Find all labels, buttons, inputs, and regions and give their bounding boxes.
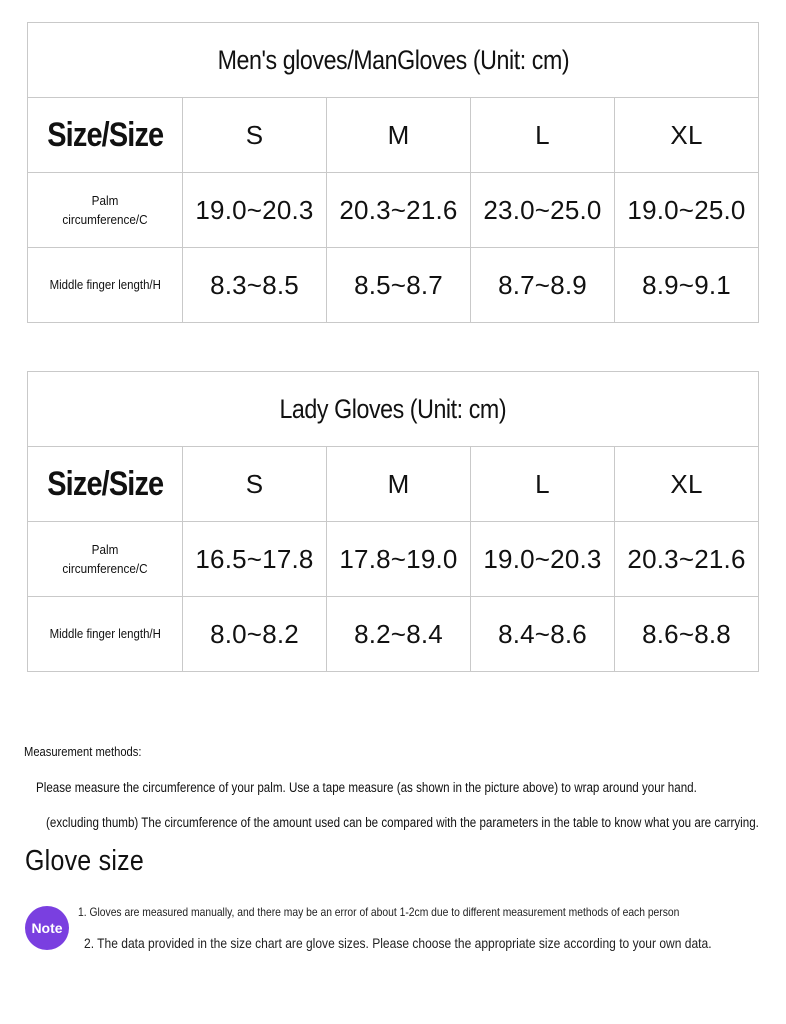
note-badge-label: Note bbox=[31, 920, 63, 936]
finger-value: 8.4~8.6 bbox=[498, 618, 587, 649]
palm-value: 16.5~17.8 bbox=[195, 543, 314, 574]
finger-value: 8.3~8.5 bbox=[210, 269, 299, 300]
lady-size-table bbox=[27, 371, 759, 672]
palm-value: 19.0~25.0 bbox=[627, 194, 746, 225]
palm-value: 20.3~21.6 bbox=[339, 194, 458, 225]
men-palm-label-cell bbox=[28, 173, 183, 248]
lady-palm-label-cell bbox=[28, 522, 183, 597]
men-finger-m bbox=[327, 248, 471, 323]
men-size-table bbox=[27, 22, 759, 323]
palm-value: 19.0~20.3 bbox=[195, 194, 314, 225]
palm-value: 17.8~19.0 bbox=[339, 543, 458, 574]
size-label: S bbox=[245, 468, 264, 499]
men-size-s bbox=[183, 98, 327, 173]
men-finger-s bbox=[183, 248, 327, 323]
finger-value: 8.0~8.2 bbox=[210, 618, 299, 649]
palm-value: 19.0~20.3 bbox=[483, 543, 602, 574]
men-table-title-cell bbox=[28, 23, 759, 98]
size-label: M bbox=[387, 119, 410, 150]
lady-size-xl bbox=[615, 447, 759, 522]
men-size-m bbox=[327, 98, 471, 173]
men-finger-label: Middle finger length/H bbox=[49, 277, 161, 292]
men-palm-l bbox=[471, 173, 615, 248]
lady-finger-m bbox=[327, 597, 471, 672]
men-table-title: Men's gloves/ManGloves (Unit: cm) bbox=[217, 44, 569, 75]
lady-palm-label: Palm circumference/C bbox=[62, 542, 148, 576]
men-size-header-cell bbox=[28, 98, 183, 173]
men-palm-s bbox=[183, 173, 327, 248]
palm-value: 20.3~21.6 bbox=[627, 543, 746, 574]
lady-finger-label-cell bbox=[28, 597, 183, 672]
lady-size-s bbox=[183, 447, 327, 522]
note-line-2: 2. The data provided in the size chart are glove sizes. Please choose the appropriate size according to your own data. bbox=[84, 935, 712, 951]
measurement-instruction-2: (excluding thumb) The circumference of the amount used can be compared with the parameters in the table to know what you are carrying. bbox=[46, 815, 759, 830]
lady-table-title: Lady Gloves (Unit: cm) bbox=[279, 393, 507, 424]
men-palm-m bbox=[327, 173, 471, 248]
men-palm-xl bbox=[615, 173, 759, 248]
men-palm-label: Palm circumference/C bbox=[62, 193, 148, 227]
lady-size-header: Size/Size bbox=[46, 464, 164, 503]
men-finger-label-cell bbox=[28, 248, 183, 323]
glove-size-heading: Glove size bbox=[25, 845, 145, 877]
men-size-xl bbox=[615, 98, 759, 173]
men-finger-xl bbox=[615, 248, 759, 323]
lady-size-header-cell bbox=[28, 447, 183, 522]
measurement-methods-label: Measurement methods: bbox=[24, 744, 142, 759]
measurement-instruction-1: Please measure the circumference of your palm. Use a tape measure (as shown in the picture above) to wrap around your hand. bbox=[36, 780, 697, 795]
note-line-1: 1. Gloves are measured manually, and there may be an error of about 1-2cm due to different measurement methods of each person bbox=[78, 905, 680, 919]
lady-palm-s bbox=[183, 522, 327, 597]
size-label: XL bbox=[670, 119, 703, 150]
size-label: L bbox=[535, 468, 550, 499]
lady-size-m bbox=[327, 447, 471, 522]
lady-finger-l bbox=[471, 597, 615, 672]
finger-value: 8.2~8.4 bbox=[354, 618, 443, 649]
size-label: L bbox=[535, 119, 550, 150]
men-size-header: Size/Size bbox=[46, 115, 164, 154]
size-label: XL bbox=[670, 468, 703, 499]
finger-value: 8.7~8.9 bbox=[498, 269, 587, 300]
lady-finger-label: Middle finger length/H bbox=[49, 626, 161, 641]
lady-palm-l bbox=[471, 522, 615, 597]
lady-palm-xl bbox=[615, 522, 759, 597]
lady-finger-xl bbox=[615, 597, 759, 672]
palm-value: 23.0~25.0 bbox=[483, 194, 602, 225]
lady-size-l bbox=[471, 447, 615, 522]
men-size-l bbox=[471, 98, 615, 173]
finger-value: 8.9~9.1 bbox=[642, 269, 731, 300]
lady-palm-m bbox=[327, 522, 471, 597]
lady-table-title-cell bbox=[28, 372, 759, 447]
size-label: S bbox=[245, 119, 264, 150]
lady-finger-s bbox=[183, 597, 327, 672]
note-badge bbox=[25, 906, 69, 950]
finger-value: 8.6~8.8 bbox=[642, 618, 731, 649]
men-finger-l bbox=[471, 248, 615, 323]
size-label: M bbox=[387, 468, 410, 499]
finger-value: 8.5~8.7 bbox=[354, 269, 443, 300]
